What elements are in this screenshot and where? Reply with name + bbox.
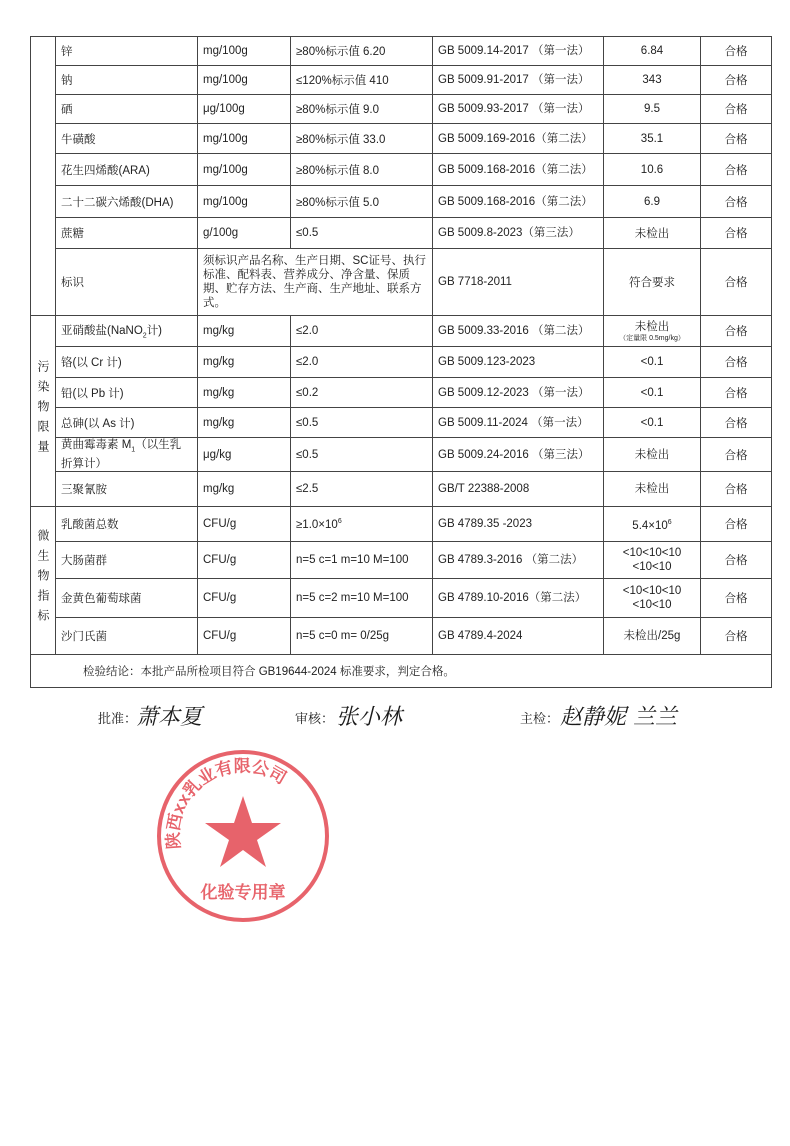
table-row [31, 316, 772, 347]
requirement-cell [291, 378, 433, 408]
unit-cell: CFU/g [198, 618, 291, 655]
requirement-cell [291, 542, 433, 579]
judgement-cell: 合格 [701, 249, 772, 316]
result-cell: 343 [604, 66, 701, 95]
item-text: 铅(以 Pb 计) [61, 387, 124, 400]
requirement-text: n=5 c=1 m=10 M=100 [296, 554, 409, 567]
category-cell [31, 37, 56, 316]
table-row [31, 378, 772, 408]
item-text: 亚硝酸盐(NaNO [61, 325, 143, 338]
table-row [31, 347, 772, 378]
judgement-cell: 合格 [701, 378, 772, 408]
judgement-cell: 合格 [701, 154, 772, 186]
requirement-text: n=5 c=0 m= 0/25g [296, 630, 390, 643]
result-cell [604, 438, 701, 472]
item-cell [56, 408, 198, 438]
judgement-cell: 合格 [701, 124, 772, 154]
table-row [31, 154, 772, 186]
item-subscript: 2 [142, 332, 147, 340]
method-cell: GB 5009.168-2016（第二法） [433, 154, 604, 186]
result-text: <10<10<10 [622, 585, 682, 598]
table-row [31, 186, 772, 218]
requirement-cell [291, 507, 433, 542]
requirement-text: ≤2.0 [296, 325, 319, 337]
official-stamp [155, 748, 331, 924]
item-cell [56, 438, 198, 472]
result-cell: 35.1 [604, 124, 701, 154]
result-cell [604, 579, 701, 618]
requirement-cell: ≤120%标示值 410 [291, 66, 433, 95]
method-cell: GB 5009.12-2023 （第一法） [433, 378, 604, 408]
requirement-text: ≤0.5 [296, 416, 319, 429]
requirement-cell: ≥80%标示值 5.0 [291, 186, 433, 218]
result-text: <10<10<10 [622, 547, 682, 560]
unit-cell: mg/100g [198, 186, 291, 218]
result-text-line2: <10<10 [632, 599, 672, 612]
requirement-text: ≥1.0×10 [296, 518, 338, 531]
table-row [31, 408, 772, 438]
result-exponent: 6 [667, 518, 672, 526]
table-row [31, 95, 772, 124]
result-text: 未检出 [634, 483, 670, 496]
method-cell: GB 5009.24-2016 （第三法） [433, 438, 604, 472]
result-cell [604, 507, 701, 542]
result-text: 未检出 [634, 448, 670, 461]
table-row [31, 507, 772, 542]
item-text: 黄曲霉毒素 M [61, 439, 132, 451]
unit-cell: μg/kg [198, 438, 291, 472]
item-cell: 锌 [56, 37, 198, 66]
table-row [31, 124, 772, 154]
result-cell [604, 347, 701, 378]
requirement-text: ≤2.5 [296, 483, 319, 496]
item-cell: 二十二碳六烯酸(DHA) [56, 186, 198, 218]
unit-cell: CFU/g [198, 507, 291, 542]
item-text: 金黄色葡萄球菌 [61, 593, 142, 606]
unit-cell: mg/kg [198, 316, 291, 347]
item-cell: 牛磺酸 [56, 124, 198, 154]
judgement-cell: 合格 [701, 507, 772, 542]
result-cell: 9.5 [604, 95, 701, 124]
stamp-star-icon [205, 796, 281, 867]
method-cell: GB 5009.91-2017 （第一法） [433, 66, 604, 95]
result-text: 未检出 [634, 320, 670, 333]
table-row [31, 472, 772, 507]
judgement-cell: 合格 [701, 347, 772, 378]
result-cell: 未检出 [604, 218, 701, 249]
item-cell [56, 472, 198, 507]
item-cell: 钠 [56, 66, 198, 95]
method-cell: GB 5009.169-2016（第二法） [433, 124, 604, 154]
inspector-signature: 赵静妮 兰兰 [560, 705, 677, 730]
item-subscript: 1 [131, 446, 136, 454]
method-cell: GB 5009.33-2016 （第二法） [433, 316, 604, 347]
requirement-cell [291, 618, 433, 655]
judgement-cell: 合格 [701, 408, 772, 438]
unit-cell: mg/kg [198, 347, 291, 378]
requirement-cell [291, 472, 433, 507]
requirement-cell [291, 579, 433, 618]
result-cell [604, 316, 701, 347]
requirement-cell [291, 408, 433, 438]
judgement-cell: 合格 [701, 316, 772, 347]
table-row [31, 579, 772, 618]
judgement-cell: 合格 [701, 66, 772, 95]
requirement-cell: ≥80%标示值 9.0 [291, 95, 433, 124]
unit-cell: CFU/g [198, 542, 291, 579]
requirement-text: ≤2.0 [296, 356, 319, 368]
approve-signature: 萧本夏 [136, 705, 203, 730]
table-row [31, 542, 772, 579]
item-cell [56, 542, 198, 579]
result-cell: 10.6 [604, 154, 701, 186]
table-row [31, 438, 772, 472]
category-cell [31, 316, 56, 507]
requirement-cell: ≤0.5 [291, 218, 433, 249]
unit-cell: mg/kg [198, 378, 291, 408]
method-cell: GB 5009.14-2017 （第一法） [433, 37, 604, 66]
result-text: <0.1 [640, 356, 664, 368]
table-row [31, 37, 772, 66]
unit-cell: μg/100g [198, 95, 291, 124]
result-cell [604, 618, 701, 655]
result-cell: 符合要求 [604, 249, 701, 316]
unit-cell: mg/100g [198, 66, 291, 95]
item-text: 铬(以 Cr 计) [61, 357, 122, 369]
svg-text:化验专用章: 化验专用章 [200, 883, 286, 902]
method-cell: GB 4789.4-2024 [433, 618, 604, 655]
category-cell [31, 507, 56, 655]
result-text: 5.4×10 [632, 519, 668, 532]
item-cell [56, 579, 198, 618]
method-cell: GB 5009.8-2023（第三法） [433, 218, 604, 249]
item-tail: （以生乳折算计） [61, 439, 182, 471]
item-cell: 硒 [56, 95, 198, 124]
unit-cell: g/100g [198, 218, 291, 249]
item-cell [56, 618, 198, 655]
category-label: 微生物指标 [36, 529, 50, 630]
category-label: 污染物限量 [36, 359, 50, 460]
item-text: 乳酸菌总数 [61, 519, 119, 532]
requirement-cell: ≥80%标示值 6.20 [291, 37, 433, 66]
method-cell: GB 4789.3-2016 （第二法） [433, 542, 604, 579]
requirement-exponent: 6 [337, 517, 342, 525]
table-row [31, 66, 772, 95]
method-cell: GB/T 22388-2008 [433, 472, 604, 507]
requirement-cell [291, 316, 433, 347]
item-text: 大肠菌群 [61, 555, 107, 568]
result-text-line2: <10<10 [632, 561, 672, 574]
result-text: <0.1 [640, 386, 664, 399]
unit-cell: mg/100g [198, 37, 291, 66]
test-results-table [30, 36, 772, 688]
judgement-cell: 合格 [701, 186, 772, 218]
item-text: 总砷(以 As 计) [61, 417, 135, 430]
requirement-text: ≤0.5 [296, 448, 319, 461]
unit-cell: mg/kg [198, 408, 291, 438]
item-cell: 标识 [56, 249, 198, 316]
result-note: （定量限 0.5mg/kg） [619, 334, 685, 342]
unit-cell: CFU/g [198, 579, 291, 618]
result-cell [604, 378, 701, 408]
svg-text:陕西xx乳业有限公司: 陕西xx乳业有限公司 [163, 756, 290, 850]
result-cell [604, 542, 701, 579]
item-cell: 蔗糖 [56, 218, 198, 249]
judgement-cell: 合格 [701, 438, 772, 472]
requirement-cell [291, 438, 433, 472]
method-cell: GB 7718-2011 [433, 249, 604, 316]
judgement-cell: 合格 [701, 472, 772, 507]
result-text: <0.1 [640, 416, 664, 429]
item-cell: 花生四烯酸(ARA) [56, 154, 198, 186]
item-text: 三聚氰胺 [61, 484, 107, 497]
unit-cell: mg/100g [198, 124, 291, 154]
inspector-label: 主检： [520, 711, 560, 726]
item-text: 沙门氏菌 [61, 631, 107, 644]
method-cell: GB 4789.35 -2023 [433, 507, 604, 542]
requirement-text: ≤0.2 [296, 386, 319, 399]
requirement-cell: ≥80%标示值 33.0 [291, 124, 433, 154]
item-cell [56, 507, 198, 542]
judgement-cell: 合格 [701, 218, 772, 249]
method-cell: GB 5009.93-2017 （第一法） [433, 95, 604, 124]
item-tail: 计) [146, 325, 163, 338]
table-row [31, 655, 772, 688]
judgement-cell: 合格 [701, 37, 772, 66]
item-cell [56, 316, 198, 347]
table-row [31, 618, 772, 655]
result-cell: 6.84 [604, 37, 701, 66]
item-cell [56, 347, 198, 378]
result-cell [604, 472, 701, 507]
result-text: 未检出/25g [623, 630, 681, 643]
result-cell: 6.9 [604, 186, 701, 218]
judgement-cell: 合格 [701, 579, 772, 618]
conclusion-cell: 检验结论：本批产品所检项目符合 GB19644-2024 标准要求，判定合格。 [31, 655, 772, 688]
method-cell: GB 4789.10-2016（第二法） [433, 579, 604, 618]
judgement-cell: 合格 [701, 542, 772, 579]
requirement-cell: ≥80%标示值 8.0 [291, 154, 433, 186]
requirement-cell [291, 347, 433, 378]
method-cell: GB 5009.123-2023 [433, 347, 604, 378]
table-row [31, 218, 772, 249]
result-cell [604, 408, 701, 438]
approve-label: 批准： [98, 711, 138, 726]
method-cell: GB 5009.168-2016（第二法） [433, 186, 604, 218]
review-signature: 张小林 [336, 705, 403, 730]
requirement-text: n=5 c=2 m=10 M=100 [296, 592, 409, 605]
requirement-cell: 须标识产品名称、生产日期、SC证号、执行标准、配料表、营养成分、净含量、保质期、贮存方法、生产商、生产地址、联系方式。 [198, 249, 433, 316]
unit-cell: mg/kg [198, 472, 291, 507]
table-row [31, 249, 772, 316]
judgement-cell: 合格 [701, 95, 772, 124]
judgement-cell: 合格 [701, 618, 772, 655]
review-label: 审核： [295, 711, 335, 726]
unit-cell: mg/100g [198, 154, 291, 186]
item-cell [56, 378, 198, 408]
method-cell: GB 5009.11-2024 （第一法） [433, 408, 604, 438]
